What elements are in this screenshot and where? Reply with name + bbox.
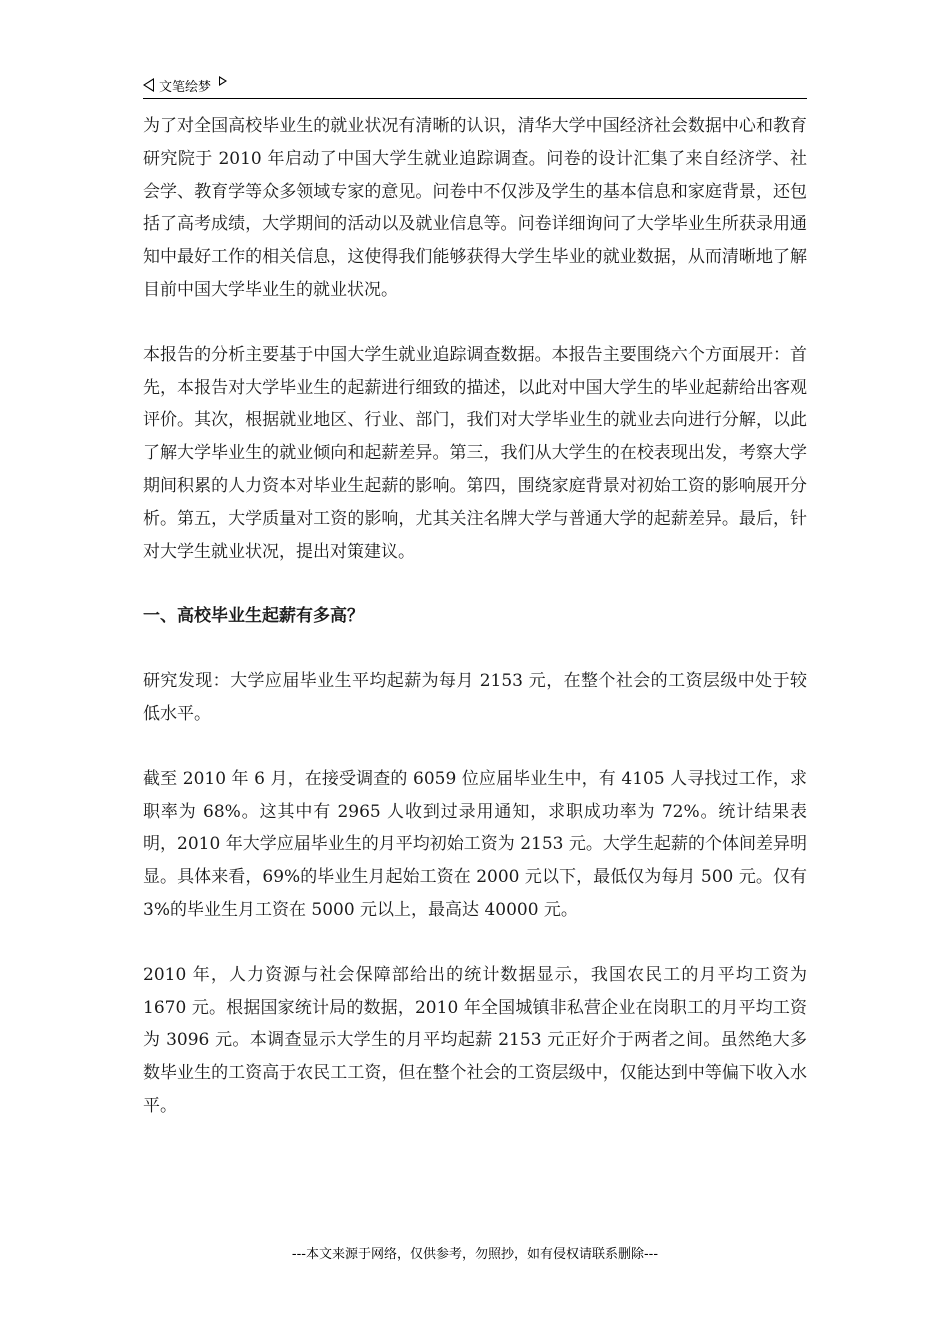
section-paragraph-1: 研究发现：大学应届毕业生平均起薪为每月 2153 元，在整个社会的工资层级中处于较低水平。 [143,671,807,724]
section-paragraph-3: 2010 年，人力资源与社会保障部给出的统计数据显示，我国农民工的月平均工资为 1670 元。根据国家统计局的数据，2010 年全国城镇非私营企业在岗职工的月平均工资为 3096 元。本调查显示大学生的月平均起薪 2153 元正好介于两者之间。虽然绝大多数毕业生的工资高于农民工工资，但在整个社会的工资层级中，仅能达到中等偏下收入水平。 [143,964,807,1116]
triangle-left-icon [143,78,154,92]
header-title: 文笔绘梦 [159,79,212,95]
section-heading: 一、高校毕业生起薪有多高？ [143,606,364,627]
intro-paragraph-2: 本报告的分析主要基于中国大学生就业追踪调查数据。本报告主要围绕六个方面展开：首先，本报告对大学毕业生的起薪进行细致的描述，以此对中国大学生的毕业起薪给出客观评价。其次，根据就业地区、行业、部门，我们对大学毕业生的就业去向进行分解，以此了解大学毕业生的就业倾向和起薪差异。第三，我们从大学生的在校表现出发，考察大学期间积累的人力资本对毕业生起薪的影响。第四，围绕家庭背景对初始工资的影响展开分析。第五，大学质量对工资的影响，尤其关注名牌大学与普通大学的起薪差异。最后，针对大学生就业状况，提出对策建议。 [143,344,807,562]
intro-paragraph-1: 为了对全国高校毕业生的就业状况有清晰的认识，清华大学中国经济社会数据中心和教育研究院于 2010 年启动了中国大学生就业追踪调查。问卷的设计汇集了来自经济学、社会学、教育学等众多领域专家的意见。问卷中不仅涉及学生的基本信息和家庭背景，还包括了高考成绩，大学期间的活动以及就业信息等。问卷详细询问了大学毕业生所获录用通知中最好工作的相关信息，这使得我们能够获得大学生毕业的就业数据，从而清晰地了解目前中国大学毕业生的就业状况。 [143,116,807,300]
page-footer: ---本文来源于网络，仅供参考，勿照抄，如有侵权请联系删除--- [291,1247,659,1262]
section-paragraph-2: 截至 2010 年 6 月，在接受调查的 6059 位应届毕业生中，有 4105 人寻找过工作，求职率为 68%。这其中有 2965 人收到过录用通知，求职成功率为 72%。统计结果表明，2010 年大学应届毕业生的月平均初始工资为 2153 元。大学生起薪的个体间差异明显。具体来看，69%的毕业生月起始工资在 2000 元以下，最低仅为每月 500 元。仅有 3%的毕业生月工资在 5000 元以上，最高达 40000 元。 [143,768,807,920]
page-header [143,72,807,99]
document-body [143,110,807,1155]
triangle-right-icon [219,76,227,86]
